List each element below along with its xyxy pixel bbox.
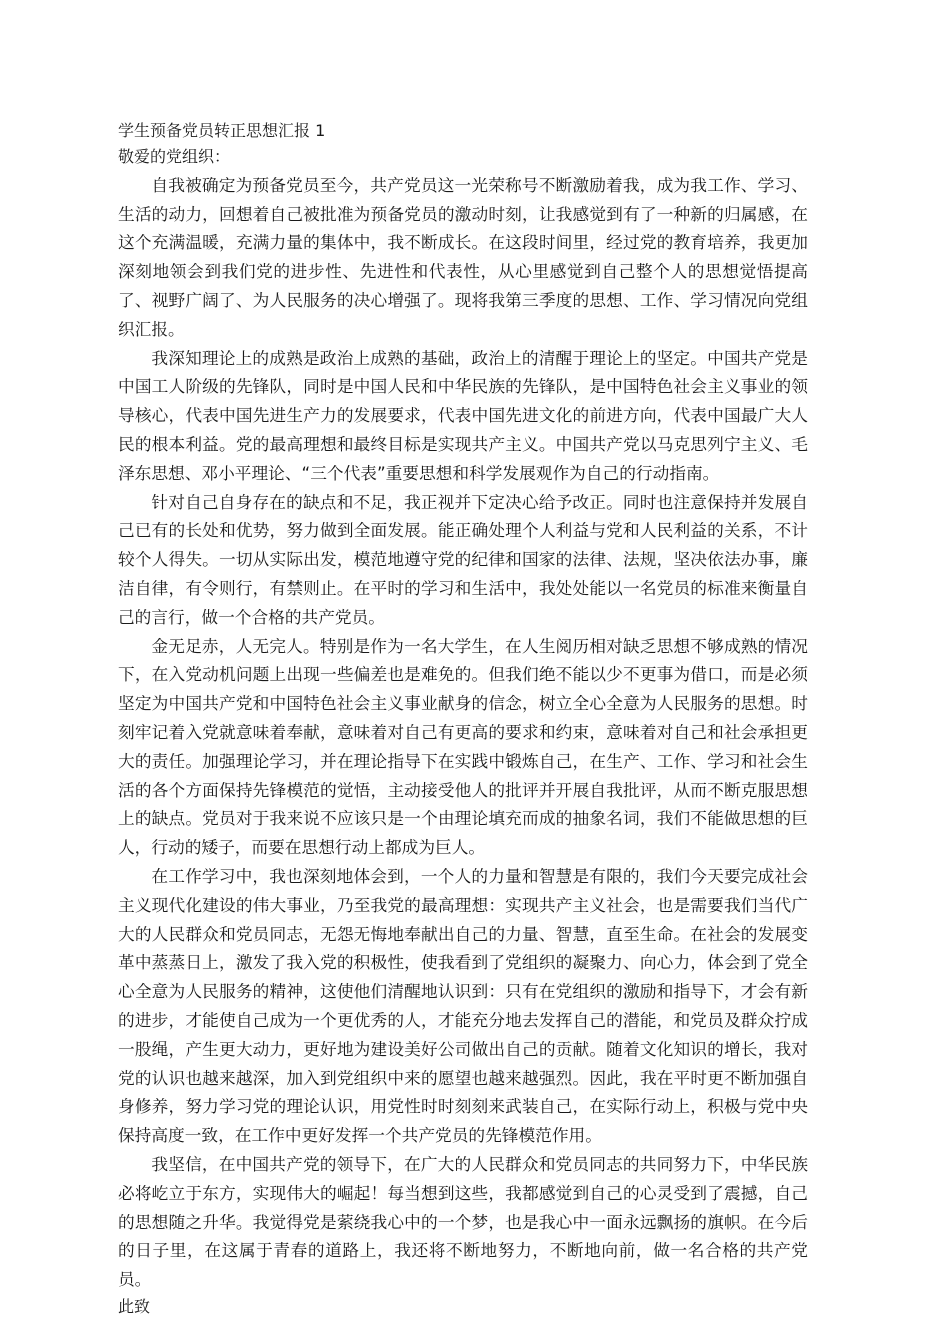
paragraph-1: 自我被确定为预备党员至今，共产党员这一光荣称号不断激励着我，成为我工作、学习、生活的动力，回想着自己被批准为预备党员的激动时刻，让我感觉到有了一种新的归属感，在这个充满温暖，充满力量的集体中，我不断成长。在这段时间里，经过党的教育培养，我更加深刻地领会到我们党的进步性、先进性和代表性，从心里感觉到自己整个人的思想觉悟提高了、视野广阔了、为人民服务的决心增强了。现将我第三季度的思想、工作、学习情况向党组织汇报。 — [118, 174, 808, 339]
closing: 此致 — [118, 1296, 151, 1316]
salutation: 敬爱的党组织： — [118, 147, 231, 167]
paragraph-5: 在工作学习中，我也深刻地体会到，一个人的力量和智慧是有限的，我们今天要完成社会主义现代化建设的伟大事业，乃至我党的最高理想：实现共产主义社会，也是需要我们当代广大的人民群众和党员同志，无怨无悔地奉献出自己的力量、智慧，直至生命。在社会的发展变革中蒸蒸日上，激发了我入党的积极性，使我看到了党组织的凝聚力、向心力，体会到了党全心全意为人民服务的精神，这使他们清醒地认识到：只有在党组织的激励和指导下，才会有新的进步，才能使自己成为一个更优秀的人，才能充分地去发挥自己的潜能，和党员及群众拧成一股绳，产生更大动力，更好地为建设美好公司做出自己的贡献。随着文化知识的增长，我对党的认识也越来越深，加入到党组织中来的愿望也越来越强烈。因此，我在平时更不断加强自身修养，努力学习党的理论认识，用党性时时刻刻来武装自己，在实际行动上，积极与党中央保持高度一致，在工作中更好发挥一个共产党员的先锋模范作用。 — [118, 865, 808, 1146]
document-title: 学生预备党员转正思想汇报 1 — [118, 121, 326, 140]
document-page — [118, 118, 808, 1320]
paragraph-2: 我深知理论上的成熟是政治上成熟的基础，政治上的清醒于理论上的坚定。中国共产党是中国工人阶级的先锋队，同时是中国人民和中华民族的先锋队，是中国特色社会主义事业的领导核心，代表中国先进生产力的发展要求，代表中国先进文化的前进方向，代表中国最广大人民的根本利益。党的最高理想和最终目标是实现共产主义。中国共产党以马克思列宁主义、毛泽东思想、邓小平理论、“三个代表”重要思想和科学发展观作为自己的行动指南。 — [118, 347, 808, 483]
paragraph-4: 金无足赤，人无完人。特别是作为一名大学生，在人生阅历相对缺乏思想不够成熟的情况下，在入党动机问题上出现一些偏差也是难免的。但我们绝不能以少不更事为借口，而是必须坚定为中国共产党和中国特色社会主义事业献身的信念，树立全心全意为人民服务的思想。时刻牢记着入党就意味着奉献，意味着对自己有更高的要求和约束，意味着对自己和社会承担更大的责任。加强理论学习，并在理论指导下在实践中锻炼自己，在生产、工作、学习和社会生活的各个方面保持先锋模范的觉悟，主动接受他人的批评并开展自我批评，从而不断克服思想上的缺点。党员对于我来说不应该只是一个由理论填充而成的抽象名词，我们不能做思想的巨人，行动的矮子，而要在思想行动上都成为巨人。 — [118, 635, 808, 858]
paragraph-3: 针对自己自身存在的缺点和不足，我正视并下定决心给予改正。同时也注意保持并发展自己已有的长处和优势，努力做到全面发展。能正确处理个人利益与党和人民利益的关系，不计较个人得失。一切从实际出发，模范地遵守党的纪律和国家的法律、法规，坚决依法办事，廉洁自律，有令则行，有禁则止。在平时的学习和生活中，我处处能以一名党员的标准来衡量自己的言行，做一个合格的共产党员。 — [118, 491, 808, 627]
paragraph-6: 我坚信，在中国共产党的领导下，在广大的人民群众和党员同志的共同努力下，中华民族必将屹立于东方，实现伟大的崛起！每当想到这些，我都感觉到自己的心灵受到了震撼，自己的思想随之升华。我觉得党是萦绕我心中的一个梦，也是我心中一面永远飘扬的旗帜。在今后的日子里，在这属于青春的道路上，我还将不断地努力，不断地向前，做一名合格的共产党员。 — [118, 1153, 808, 1290]
